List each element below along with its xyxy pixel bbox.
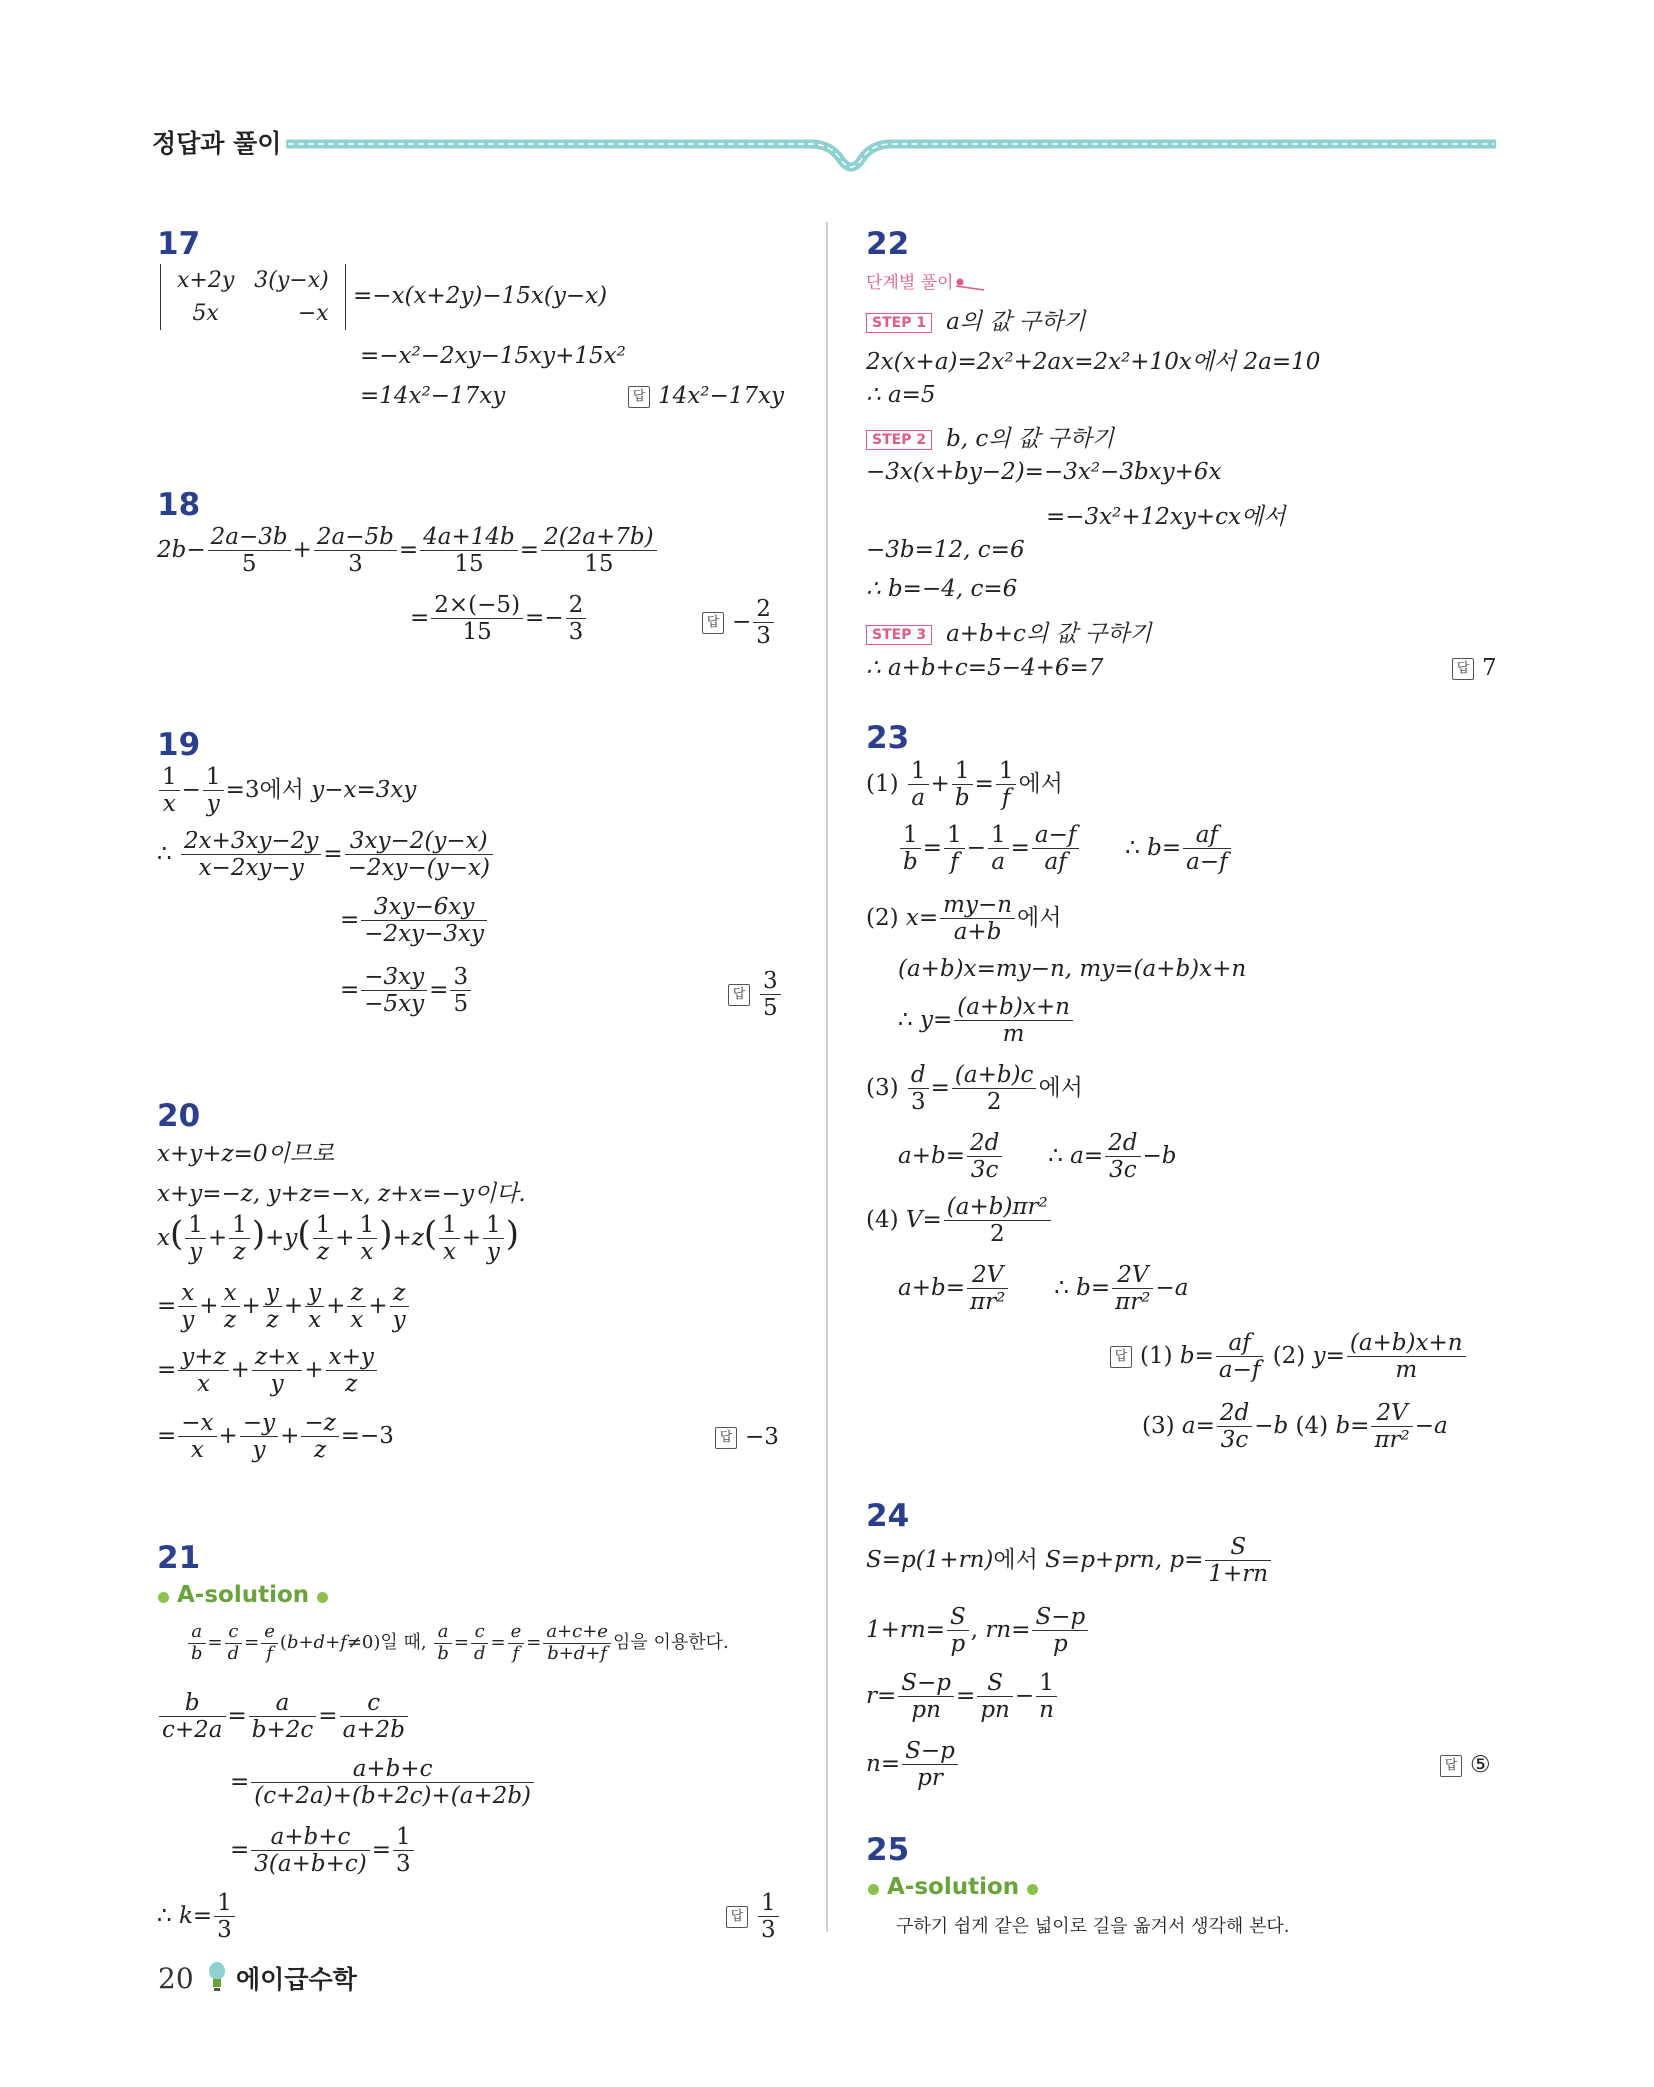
p23-1-line1: (1) $\frac{1}{a}$ + $\frac{1}{b}$ = $\frac{1}{f}$ 에서 bbox=[866, 758, 1063, 812]
problem-number-19: 19 bbox=[157, 727, 201, 763]
problem-number-17: 17 bbox=[157, 226, 201, 262]
p20-line3: x( $\frac{1}{y}$ + $\frac{1}{z}$ )+y( $\frac{1}{z}$ + $\frac{1}{x}$ )+z( $\frac{1}{x}$ + $\frac{1}{y}$ ) bbox=[157, 1212, 519, 1266]
p22-answer: 답 7 bbox=[1452, 655, 1497, 681]
p23-3-line1: (3) $\frac{d}{3}$ = $\frac{(a+b)c}{2}$ 에서 bbox=[866, 1062, 1083, 1116]
p19-line1: $\frac{1}{x}$ − $\frac{1}{y}$ =3에서 y−x=3xy bbox=[157, 764, 416, 818]
p18-line2: = $\frac{2\times(-5)}{15}$ =− $\frac{2}{3}$ bbox=[410, 592, 588, 646]
p20-line2: x+y=−z, y+z=−x, z+x=−y이다. bbox=[157, 1181, 526, 1207]
p22-step2: STEP 2 b, c의 값 구하기 bbox=[866, 420, 1114, 453]
p24-line2: 1+rn= $\frac{S}{p}$ , rn= $\frac{S-p}{p}$ bbox=[866, 1604, 1090, 1658]
p23-1-line2: $\frac{1}{b}$ = $\frac{1}{f}$ − $\frac{1}{a}$ = $\frac{a-f}{af}$ ∴ b= $\frac{af}{a-f}$ bbox=[898, 822, 1233, 876]
p22-step1: STEP 1 a의 값 구하기 bbox=[866, 303, 1086, 336]
p19-line4: = $\frac{-3xy}{-5xy}$ = $\frac{3}{5}$ bbox=[340, 964, 473, 1018]
p20-line1: x+y+z=0이므로 bbox=[157, 1141, 335, 1167]
page-header-title: 정답과 풀이 bbox=[152, 129, 282, 158]
p19-line3: = $\frac{3xy-6xy}{-2xy-3xy}$ bbox=[340, 894, 489, 948]
p22-s2-line1: −3x(x+by−2)=−3x²−3bxy+6x bbox=[866, 459, 1222, 485]
p22-s2-line4: ∴ b=−4, c=6 bbox=[866, 576, 1018, 602]
p24-line3: r= $\frac{S-p}{pn}$ = $\frac{S}{pn}$ − $\frac{1}{n}$ bbox=[866, 1670, 1059, 1724]
problem-number-24: 24 bbox=[866, 1498, 910, 1534]
p18-answer: 답 − $\frac{2}{3}$ bbox=[702, 596, 776, 650]
p22-s2-line3: −3b=12, c=6 bbox=[866, 537, 1025, 563]
header-decorative-line bbox=[286, 120, 1496, 180]
p24-line4: n= $\frac{S-p}{pr}$ bbox=[866, 1738, 960, 1792]
p25-a-solution-label: A-solution bbox=[860, 1874, 1046, 1900]
lightbulb-icon bbox=[206, 1960, 228, 1994]
p23-answer-line2: (3) a= $\frac{2d}{3c}$ −b (4) b= $\frac{2V}{\text{πr²}}$ −a bbox=[1142, 1400, 1448, 1454]
p23-2-line2: (a+b)x=my−n, my=(a+b)x+n bbox=[898, 956, 1247, 982]
p17-line2: =−x²−2xy−15xy+15x² bbox=[360, 343, 626, 369]
p21-answer: 답 $\frac{1}{3}$ bbox=[726, 1890, 781, 1944]
p23-3-line2: a+b= $\frac{2d}{3c}$ ∴ a= $\frac{2d}{3c}$ −b bbox=[898, 1130, 1177, 1184]
p22-s2-line2: =−3x²+12xy+cx에서 bbox=[1046, 504, 1286, 530]
page-number: 20 bbox=[158, 1962, 194, 1995]
p23-answer-line1: 답 (1) b= $\frac{af}{a-f}$ (2) y= $\frac{(a+b)x+n}{m}$ bbox=[1110, 1330, 1468, 1384]
problem-number-23: 23 bbox=[866, 720, 910, 756]
problem-number-22: 22 bbox=[866, 226, 910, 262]
p20-line5: = $\frac{y+z}{x}$ + $\frac{z+x}{y}$ + $\frac{x+y}{z}$ bbox=[157, 1344, 379, 1398]
p19-line2: ∴ $\frac{2x+3xy-2y}{x-2xy-y}$ = $\frac{3xy-2(y-x)}{-2xy-(y-x)}$ bbox=[157, 828, 495, 882]
p17-line1: x+2y 3(y−x) 5x −x =−x(x+2y)−15x(y−x) bbox=[160, 264, 607, 330]
p25-hint: 구하기 쉽게 같은 넓이로 길을 옮겨서 생각해 본다. bbox=[896, 1916, 1290, 1937]
problem-number-21: 21 bbox=[157, 1540, 201, 1576]
problem-number-25: 25 bbox=[866, 1832, 910, 1868]
p21-line1: $\frac{b}{c+2a}$ = $\frac{a}{b+2c}$ = $\frac{c}{a+2b}$ bbox=[157, 1690, 410, 1744]
problem-number-18: 18 bbox=[157, 487, 201, 523]
p20-answer: 답 −3 bbox=[715, 1424, 779, 1450]
p20-line4: = $\frac{x}{y}$ + $\frac{x}{z}$ + $\frac{y}{z}$ + $\frac{y}{x}$ + $\frac{z}{x}$ + $\frac{z}{y}$ bbox=[157, 1280, 411, 1334]
p21-line2: = $\frac{a+b+c}{(c+2a)+(b+2c)+(a+2b)}$ bbox=[230, 1756, 536, 1810]
p22-s3-line1: ∴ a+b+c=5−4+6=7 bbox=[866, 655, 1104, 681]
p21-a-solution-label: A-solution bbox=[150, 1582, 336, 1608]
p20-line6: = $\frac{-x}{x}$ + $\frac{-y}{y}$ + $\frac{-z}{z}$ =−3 bbox=[157, 1410, 394, 1464]
column-divider bbox=[826, 222, 828, 1932]
p22-step3: STEP 3 a+b+c의 값 구하기 bbox=[866, 615, 1152, 648]
p23-4-line2: a+b= $\frac{2V}{\text{πr²}}$ ∴ b= $\frac{2V}{\text{πr²}}$ −a bbox=[898, 1262, 1189, 1316]
p19-answer: 답 $\frac{3}{5}$ bbox=[728, 968, 783, 1022]
p24-answer: 답 ⑤ bbox=[1440, 1752, 1491, 1778]
p24-line1: S=p(1+rn)에서 S=p+prn, p= $\frac{S}{1+rn}$ bbox=[866, 1534, 1273, 1588]
p22-s1-line1: 2x(x+a)=2x²+2ax=2x²+10x에서 2a=10 bbox=[866, 349, 1321, 375]
p22-s1-line2: ∴ a=5 bbox=[866, 382, 936, 408]
p17-answer: 답 14x²−17xy bbox=[628, 383, 784, 409]
p23-2-line3: ∴ y= $\frac{(a+b)x+n}{m}$ bbox=[898, 994, 1075, 1048]
p17-line3: =14x²−17xy bbox=[360, 383, 506, 409]
footer-brand: 에이급수학 bbox=[236, 1965, 357, 1994]
p23-2-line1: (2) x= $\frac{my-n}{a+b}$ 에서 bbox=[866, 892, 1062, 946]
p18-line1: 2b− $\frac{2a-3b}{5}$ + $\frac{2a-5b}{3}$ = $\frac{4a+14b}{15}$ = $\frac{2(2a+7b)}{15}$ bbox=[157, 524, 659, 578]
p23-4-line1: (4) V= $\frac{\text{(a+b)πr²}}{2}$ bbox=[866, 1194, 1053, 1248]
problem-number-20: 20 bbox=[157, 1098, 201, 1134]
p21-line3: = $\frac{a+b+c}{3(a+b+c)}$ = $\frac{1}{3}$ bbox=[230, 1824, 416, 1878]
p21-line4: ∴ k= $\frac{1}{3}$ bbox=[157, 1890, 237, 1944]
p21-hint: $\frac{a}{b}$ = $\frac{c}{d}$ = $\frac{e}{f}$ (b+d+f≠0)일 때, $\frac{a}{b}$ = $\frac{c}{d}$ = $\frac{e}{f}$ = $\frac{a+c+e}{b+d+f}$ 임을 이용한다. bbox=[186, 1622, 729, 1664]
p22-stage-label: 단계별 풀이 bbox=[866, 268, 994, 293]
